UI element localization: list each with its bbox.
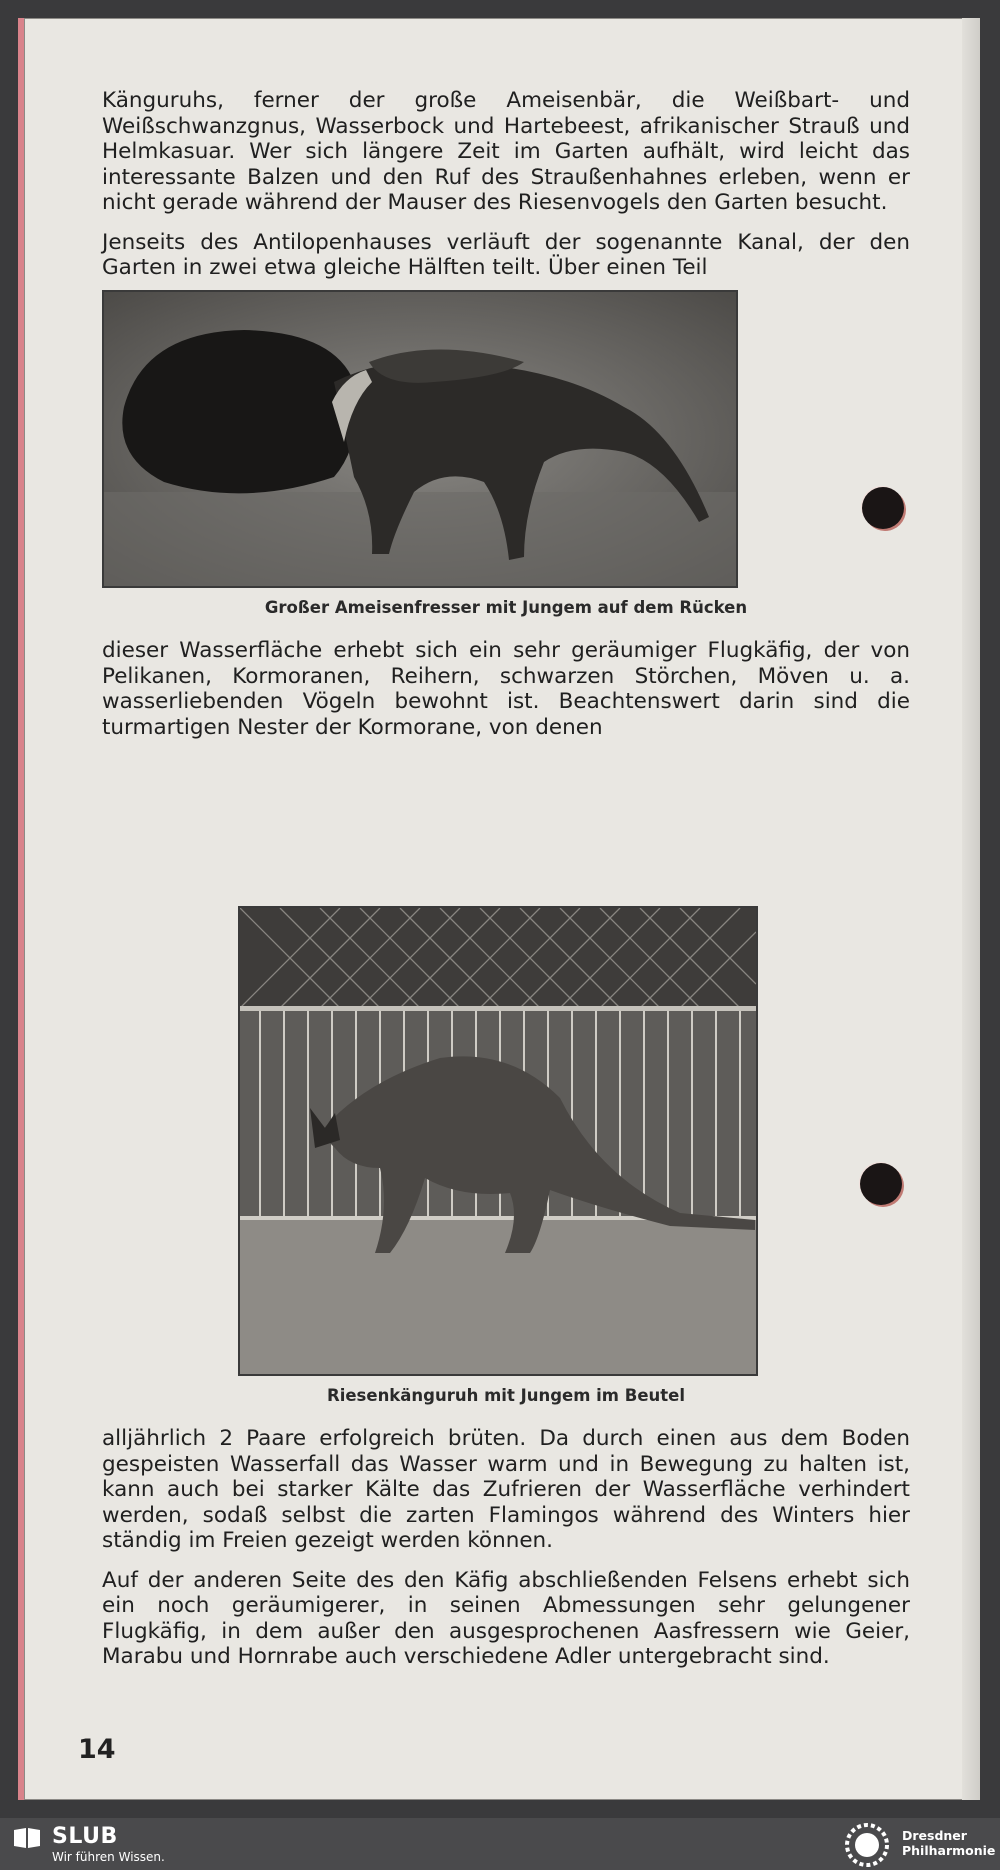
- paragraph: dieser Wasserfläche erhebt sich ein sehr geräumiger Flugkäfig, der von Pelikanen, Kormoranen, Reihern, schwarzen Störchen, Möven u. a. wasserliebenden Vögeln bewohnt ist. Beachtenswert darin sind die turmartigen Nester der Kormorane, von denen: [102, 638, 910, 740]
- partner-line-2: Philharmonie: [902, 1843, 996, 1858]
- paragraph: Känguruhs, ferner der große Ameisenbär, die Weißbart- und Weißschwanzgnus, Wasserbock und Hartebeest, afrikanischer Strauß und Helmkasuar. Wer sich längere Zeit im Garten aufhält, wird leicht das interessante Balzen und den Ruf des Straußenhahnes erleben, wenn er nicht gerade während der Mauser des Riesenvogels den Garten besucht.: [102, 88, 910, 215]
- dresdner-philharmonie-logo-icon: [842, 1822, 892, 1868]
- slub-logo-icon: [12, 1826, 42, 1850]
- footer-bar: [0, 1818, 1000, 1870]
- photo-caption: Großer Ameisenfresser mit Jungem auf dem Rücken: [264, 598, 748, 617]
- paragraph: Auf der anderen Seite des den Käfig abschließenden Felsens erhebt sich ein noch geräumigerer, in seinen Abmessungen sehr gelungener Flugkäfig, in dem außer den ausgesprochenen Aasfressern wie Geier, Marabu und Hornrabe auch verschiedene Adler untergebracht sind.: [102, 1567, 910, 1669]
- partner-name: [902, 1828, 995, 1858]
- photo-caption: Riesenkänguruh mit Jungem im Beutel: [327, 1386, 685, 1405]
- punch-hole: [862, 487, 904, 529]
- text-block-bottom: [102, 1426, 910, 1684]
- slub-name: SLUB: [52, 1824, 118, 1849]
- paragraph: Jenseits des Antilopenhauses verläuft der sogenannte Kanal, der den Garten in zwei etwa gleiche Hälften teilt. Über einen Teil: [102, 229, 910, 280]
- paragraph: alljährlich 2 Paare erfolgreich brüten. Da durch einen aus dem Boden gespeisten Wasserfall das Wasser warm und in Bewegung zu halten ist, kann auch bei starker Kälte das Zufrieren der Wasserfläche verhindert werden, sodaß selbst die zarten Flamingos während des Winters hier ständig im Freien gezeigt werden können.: [102, 1426, 910, 1553]
- text-block-top: [102, 88, 910, 295]
- slub-tagline: Wir führen Wissen.: [52, 1850, 165, 1864]
- punch-hole: [860, 1163, 902, 1205]
- kangaroo-photo: [238, 906, 758, 1376]
- partner-line-1: Dresdner: [902, 1828, 967, 1843]
- page-number: 14: [78, 1734, 116, 1765]
- document-page: [18, 18, 980, 1800]
- anteater-photo: [102, 290, 738, 588]
- text-block-middle: [102, 638, 910, 754]
- page-edge-shade: [962, 18, 980, 1800]
